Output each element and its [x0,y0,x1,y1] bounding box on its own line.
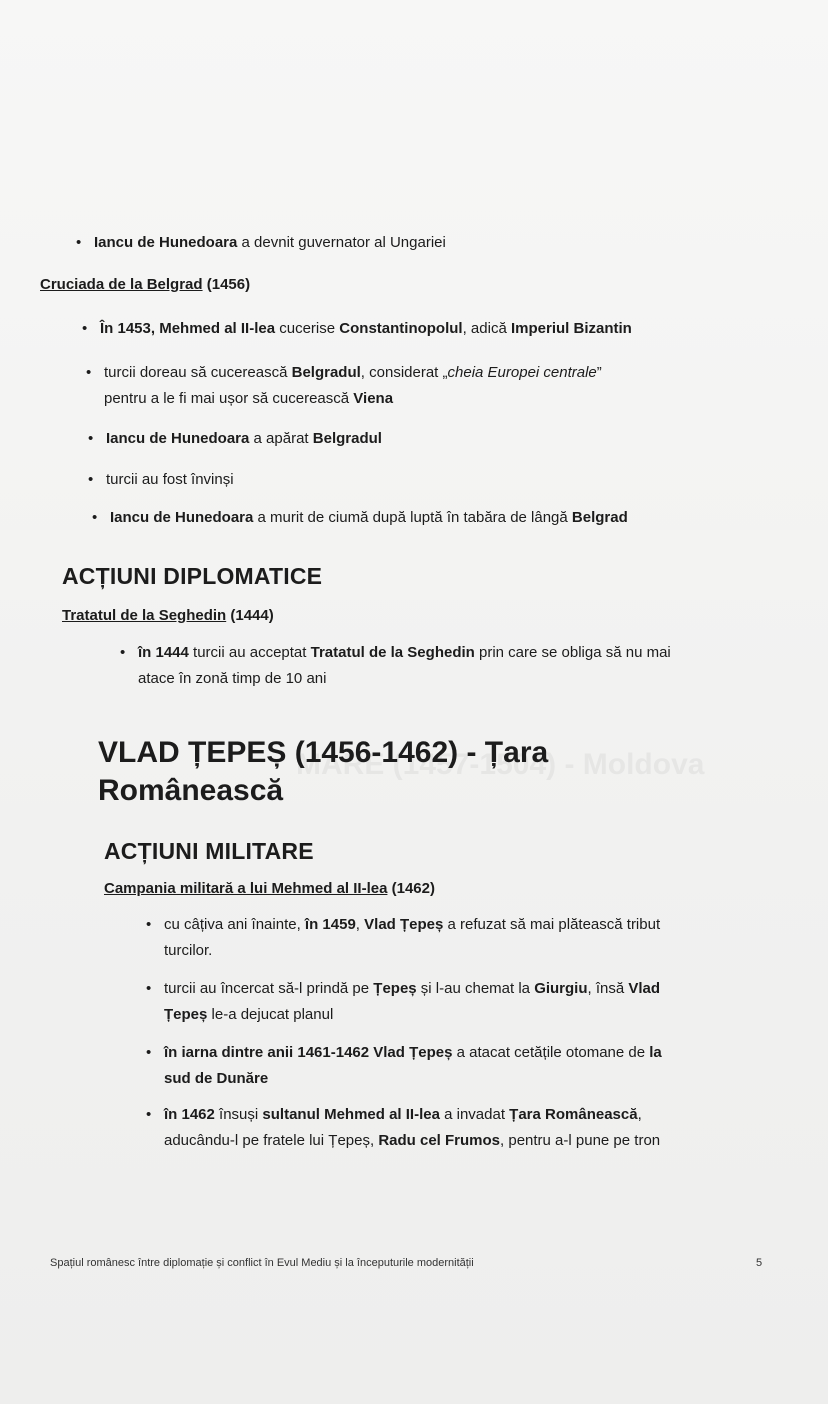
campaign-link[interactable]: Campania militară a lui Mehmed al II-lea [104,880,388,897]
belgrad-link[interactable]: Cruciada de la Belgrad [40,276,203,293]
list-item: • cu câțiva ani înainte, în 1459, Vlad Țepeș a refuzat să mai plătească tribut turcilor. [146,912,744,964]
seghedin-subheading: Tratatul de la Seghedin (1444) [62,607,274,624]
list-item: • turcii au fost învinși [88,467,726,493]
list-item: • În 1453, Mehmed al II-lea cucerise Constantinopolul, adică Imperiul Bizantin [82,316,740,342]
seghedin-link[interactable]: Tratatul de la Seghedin [62,607,227,624]
list-item: • Iancu de Hunedoara a apărat Belgradul [88,426,726,452]
list-item: • Iancu de Hunedoara a murit de ciumă după luptă în tabăra de lângă Belgrad [92,505,730,531]
list-item: • Iancu de Hunedoara a devnit guvernator al Ungariei [76,230,714,256]
belgrad-subheading: Cruciada de la Belgrad (1456) [40,276,251,293]
campaign-subheading: Campania militară a lui Mehmed al II-lea (1462) [104,880,435,897]
list-item: • în 1462 însuși sultanul Mehmed al II-lea a invadat Țara Românească, aducându-l pe fratele lui Țepeș, Radu cel Frumos, pentru a-l pune pe tron [146,1102,744,1154]
list-item: • turcii doreau să cucerească Belgradul, considerat „cheia Europei centrale” pentru a le fi mai ușor să cucerească Viena [86,360,724,412]
vlad-tepes-title: VLAD ȚEPEȘ (1456-1462) - Țara Românească [98,736,549,807]
list-item: • turcii au încercat să-l prindă pe Țepeș și l-au chemat la Giurgiu, însă Vlad Țepeș le-a dejucat planul [146,976,744,1028]
list-item: • în iarna dintre anii 1461-1462 Vlad Țepeș a atacat cetățile otomane de la sud de Dunăre [146,1040,744,1092]
page-number: 5 [756,1257,763,1269]
militare-heading: ACȚIUNI MILITARE [104,838,314,864]
list-item: • în 1444 turcii au acceptat Tratatul de la Seghedin prin care se obliga să nu mai atace în zonă timp de 10 ani [120,640,788,692]
diplomatice-heading: ACȚIUNI DIPLOMATICE [62,563,323,589]
page-footer: Spațiul românesc între diplomație și conflict în Evul Mediu și la începuturile modernității [50,1257,474,1269]
